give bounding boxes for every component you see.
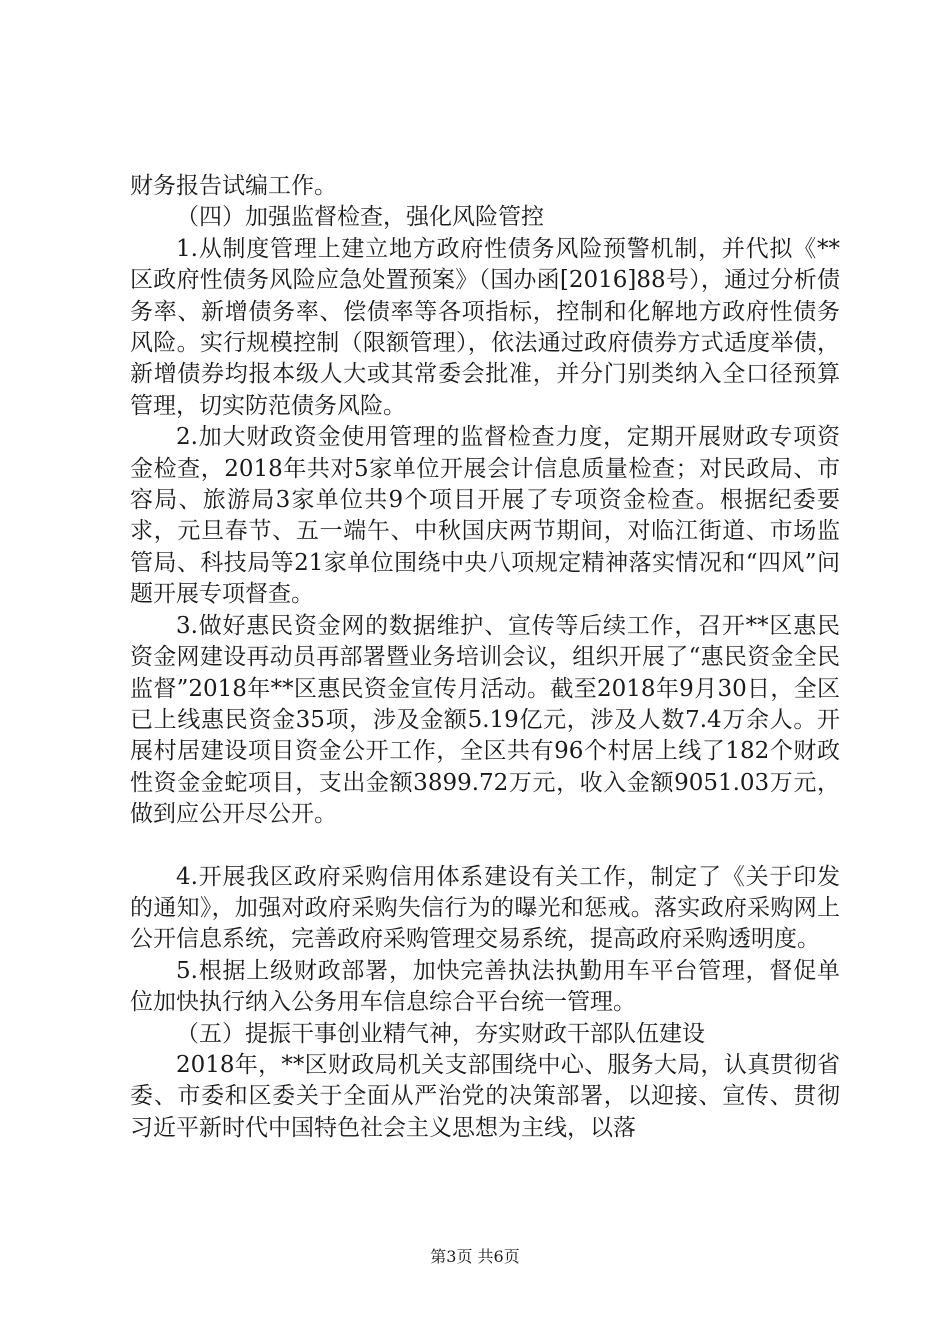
paragraph-item-5: 5.根据上级财政部署，加快完善执法执勤用车平台管理，督促单位加快执行纳入公务用车信息综合平台统一管理。	[130, 957, 840, 1016]
paragraph-item-1: 1.从制度管理上建立地方政府性债务风险预警机制，并代拟《**区政府性债务风险应急处置预案》（国办函[2016]88号），通过分析债务率、新增债务率、偿债率等各项指标，控制和化解地方政府性债务风险。实行规模控制（限额管理），依法通过政府债券方式适度举债，新增债券均报本级人大或其常委会批准，并分门别类纳入全口径预算管理，切实防范债务风险。	[130, 235, 840, 419]
paragraph-item-2: 2.加大财政资金使用管理的监督检查力度，定期开展财政专项资金检查，2018年共对5家单位开展会计信息质量检查；对民政局、市容局、旅游局3家单位共9个项目开展了专项资金检查。根据纪委要求，元旦春节、五一端午、中秋国庆两节期间，对临江街道、市场监管局、科技局等21家单位围绕中央八项规定精神落实情况和“四风”问题开展专项督查。	[130, 424, 840, 608]
paragraph-item-4: 4.开展我区政府采购信用体系建设有关工作，制定了《关于印发的通知》，加强对政府采购失信行为的曝光和惩戒。落实政府采购网上公开信息系统，完善政府采购管理交易系统，提高政府采购透明度。	[130, 863, 840, 953]
paragraph-item-3: 3.做好惠民资金网的数据维护、宣传等后续工作，召开**区惠民资金网建设再动员再部署暨业务培训会议，组织开展了“惠民资金全民监督”2018年**区惠民资金宣传月活动。截至2018年9月30日，全区已上线惠民资金35项，涉及金额5.19亿元，涉及人数7.4万余人。开展村居建设项目资金公开工作，全区共有96个村居上线了182个财政性资金金蛇项目，支出金额3899.72万元，收入金额9051.03万元，做到应公开尽公开。	[130, 612, 840, 828]
section-heading-5: （五）提振干事创业精气神，夯实财政干部队伍建设	[176, 1020, 705, 1047]
page-number-footer: 第3页 共6页	[430, 1247, 520, 1266]
section-heading-4: （四）加强监督检查，强化风险管控	[176, 204, 544, 231]
paragraph-continuation: 财务报告试编工作。	[130, 173, 337, 199]
document-body	[130, 171, 840, 1144]
paragraph-2018-summary: 2018年，**区财政局机关支部围绕中心、服务大局，认真贯彻省委、市委和区委关于全面从严治党的决策部署，以迎接、宣传、贯彻习近平新时代中国特色社会主义思想为主线，以落	[130, 1051, 840, 1141]
